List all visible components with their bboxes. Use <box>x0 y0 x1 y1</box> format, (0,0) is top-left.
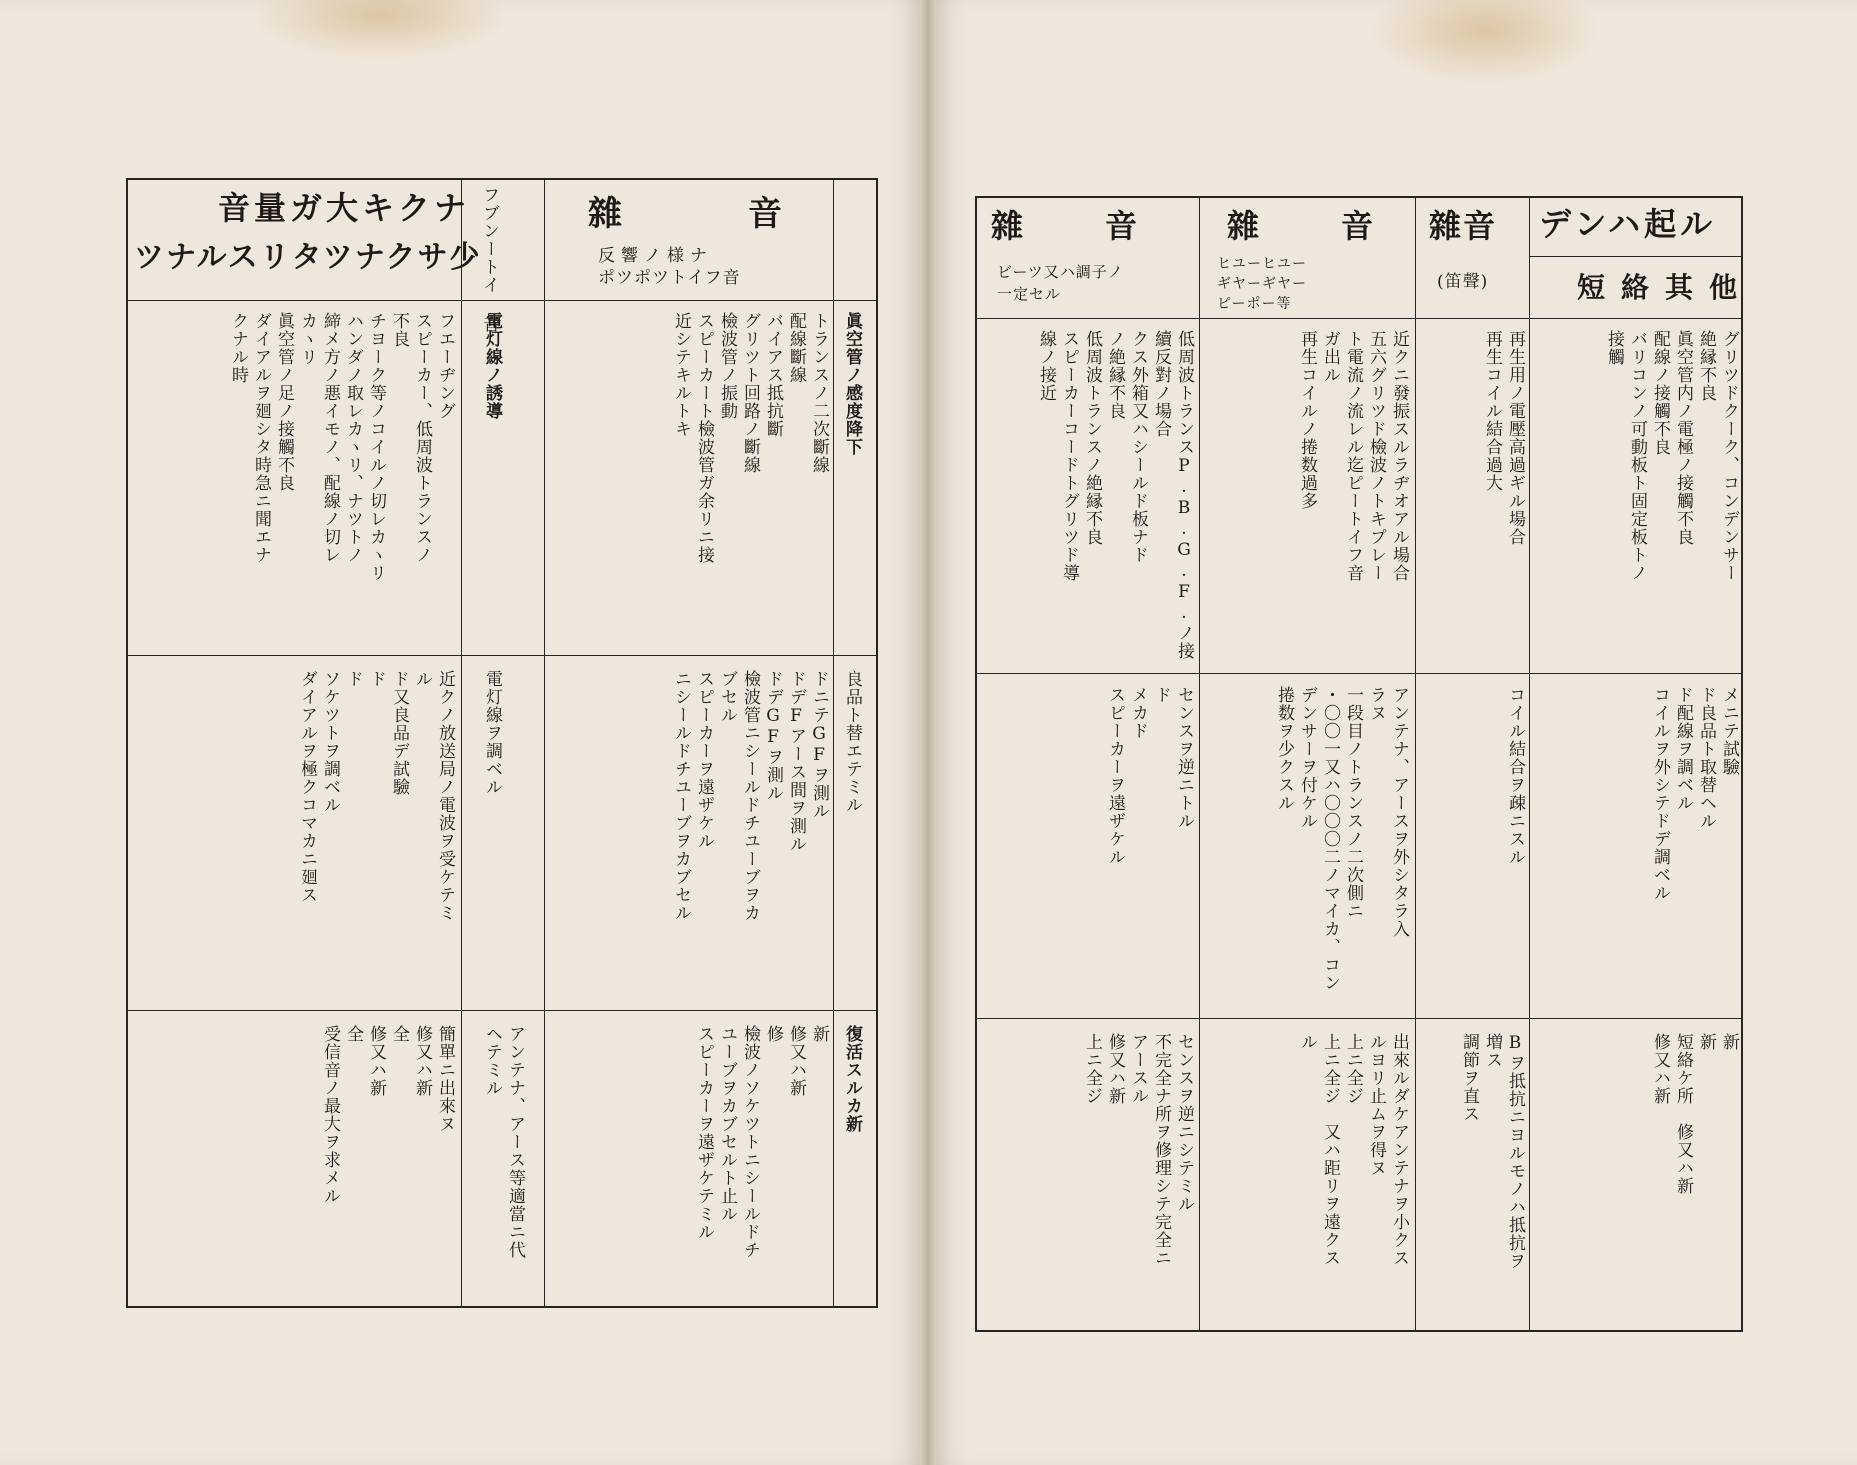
right-header-col4-title: 雜 音 <box>991 207 1144 245</box>
left-header-zatsuon-sub2: ポツポツトイフ音 <box>598 268 741 288</box>
left-r2-c3: 電灯線ヲ調ベル <box>482 670 502 796</box>
left-r3-c2: 新 修又ハ新 修 檢波ノソケツトニシールドチ ユーブヲカブセルト止ル スピーカーヲ遠ザケテミル <box>694 1025 829 1259</box>
right-r1-c4: 低周波トランスP.B.G.F.ノ接 續反對ノ場合 クス外箱又ハシールド板ナド ノ絶縁不良 低周波トランスノ絶縁不良 スピーカーコードトグリツド導 線ノ接近 <box>1036 330 1194 660</box>
left-header-title-line2: ツナルスリタツナクサ少 <box>134 240 482 275</box>
left-table <box>126 178 878 1308</box>
left-r2-c2: ドニテGFヲ測ル ドデFアース間ヲ測ル ドデGFヲ測ル 檢波管ニシールドチユーブヲカ ブセル スピーカーヲ遠ザケル ニシールドチユーブヲカブセル <box>671 670 829 922</box>
right-header-col1-sub: 短絡其他 <box>1577 271 1754 304</box>
left-r1-c4: フエーヂング スピーカー、低周波トランスノ 不良 チヨーク等ノコイルノ切レカヽリ ハンダノ取レカヽリ、ナツトノ 締メ方ノ悪イモノ、配線ノ切レ カヽリ 眞空管ノ足ノ接觸不良 ダイアルヲ廻シタ時急ニ聞エナ クナル時 <box>228 312 455 582</box>
right-header-col4-sub2: 一定セル <box>997 285 1062 303</box>
right-header-col3-sub1: ヒユーヒユー <box>1217 256 1307 272</box>
left-r3-c3: アンテナ、アース等適當ニ代 ヘテミル <box>482 1025 525 1259</box>
right-r1-c2: 再生用ノ電壓高過ギル場合 再生コイル結合過大 <box>1482 330 1525 546</box>
right-r3-c3: 出來ルダケアンテナヲ小クス ルヨリ止ムヲ得ヌ 上ニ全ジ 上ニ全ジ 又ハ距リヲ遠クス ル <box>1297 1033 1409 1267</box>
right-header-col3-title: 雜 音 <box>1227 207 1380 245</box>
right-header-col3-sub3: ピーポー等 <box>1217 296 1292 312</box>
right-r3-c4: センスヲ逆ニシテミル 不完全ナ所ヲ修理シテ完全ニ アースル 修又ハ新 上ニ全ジ <box>1082 1033 1194 1267</box>
right-r2-c1: メニテ試驗 ド良品ト取替ヘル ド配線ヲ調ベル コイルヲ外シテドデ調ベル <box>1650 686 1739 902</box>
left-header-zatsuon: 雜 音 <box>588 194 788 234</box>
right-header-col1-title: デンハ起ル <box>1539 205 1717 243</box>
left-r3-c4: 簡單ニ出來ヌ 修又ハ新 全 修又ハ新 全 受信音ノ最大ヲ求メル <box>320 1025 455 1205</box>
left-r1-c3: 電灯線ノ誘導 <box>482 312 502 420</box>
right-header-col4-sub1: ビーツ又ハ調子ノ <box>997 263 1124 281</box>
left-header-zatsuon-sub1: 反響ノ様ナ <box>598 246 713 266</box>
right-r3-c2: Bヲ抵抗ニヨルモノハ抵抗ヲ 増ス 調節ヲ直ス <box>1459 1033 1525 1270</box>
right-r2-c4: センスヲ逆ニトル ド メカド スピーカーヲ遠ザケル <box>1105 686 1194 866</box>
left-header-col2: フブンートイ 音 <box>479 186 499 333</box>
left-r1-c2: トランスノ二次斷線 配線斷線 バイアス抵抗斷 グリツト回路ノ斷線 檢波管ノ振動 スピーカート檢波管ガ余リニ接 近シテキルトキ <box>671 312 829 564</box>
right-header-col3-sub2: ギヤーギヤー <box>1217 276 1307 292</box>
left-r3-c1: 復活スルカ新 <box>842 1025 862 1133</box>
right-r2-c3: アンテナ、アースヲ外シタラ入 ラヌ 一段目ノトランスノ二次側ニ ・〇〇一又ハ〇〇〇二ノマイカ、コン デンサーヲ付ケル 捲数ヲ少クスル <box>1274 686 1409 992</box>
left-r1-c1: 眞空管ノ感度降下 <box>842 312 862 456</box>
right-header-col2-title: 雜音 <box>1429 207 1498 245</box>
left-header-title-line1: 音量ガ大キクナ <box>218 189 471 227</box>
right-header-col2-sub: (笛聲) <box>1437 272 1489 292</box>
book-gutter <box>920 0 936 1465</box>
right-r3-c1: 新 新 短絡ケ所 修又ハ新 修又ハ新 <box>1650 1033 1739 1195</box>
left-r2-c4: 近クノ放送局ノ電波ヲ受ケテミ ル ド又良品デ試驗 ド ド ソケツトヲ調ベル ダイアルヲ極クコマカニ廻ス <box>297 670 455 922</box>
right-r1-c1: グリツドクーク、コンデンサー 絶縁不良 眞空管内ノ電極ノ接觸不良 配線ノ接觸不良 バリコンノ可動板ト固定板トノ 接觸 <box>1604 330 1739 582</box>
right-r2-c2: コイル結合ヲ疎ニスル <box>1505 686 1525 866</box>
left-r2-c1: 良品ト替エテミル <box>842 670 862 814</box>
right-r1-c3: 近クニ發振スルラヂオアル場合 五六グリツド檢波ノトキプレー ト電流ノ流レル迄ピートイフ音 ガ出ル 再生コイルノ捲数過多 <box>1297 330 1409 582</box>
right-table <box>975 196 1754 1332</box>
